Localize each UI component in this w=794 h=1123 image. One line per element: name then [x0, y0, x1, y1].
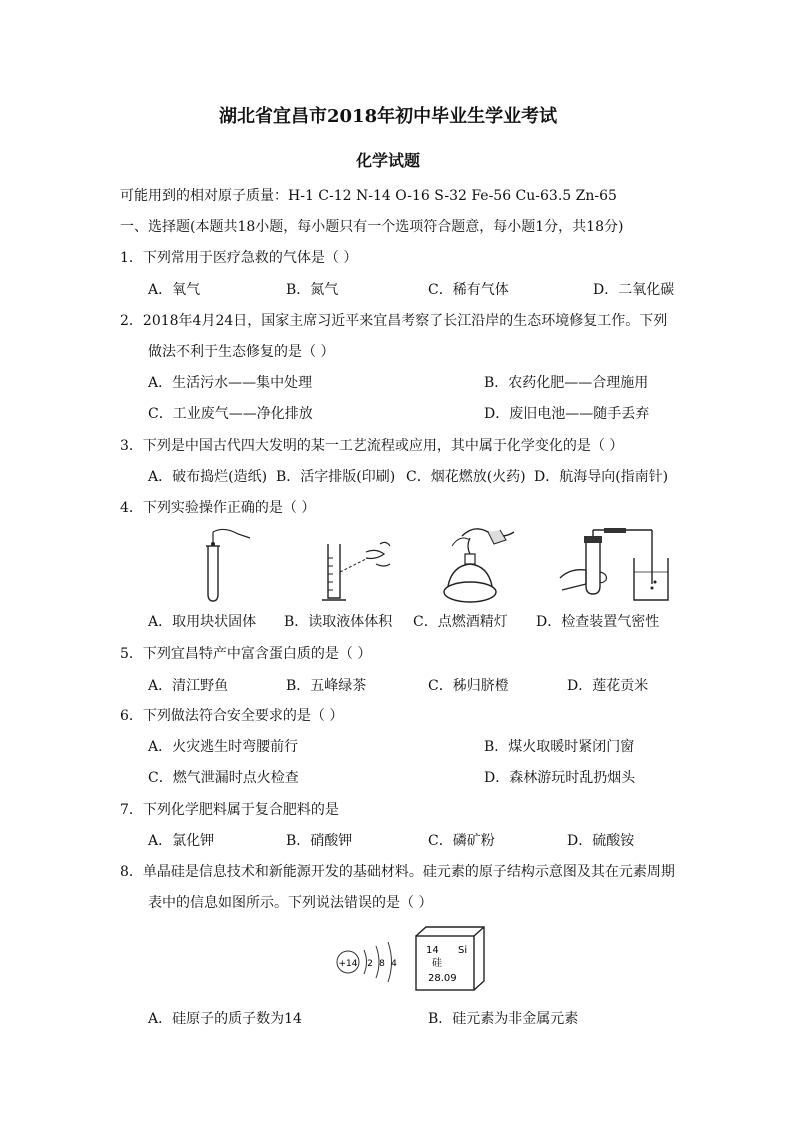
q8-option-a: A．硅原子的质子数为14: [148, 1011, 302, 1027]
question-4-stem: 4．下列实验操作正确的是（ ）: [120, 500, 316, 516]
q1-option-d: D．二氧化碳: [593, 282, 675, 298]
element-symbol: Si: [458, 945, 468, 956]
q3-option-c: C．烟花燃放(火药): [406, 469, 526, 485]
question-2-stem-line2: 做法不利于生态修复的是（ ）: [148, 344, 335, 360]
q3-option-b: B．活字排版(印刷): [276, 469, 396, 485]
q6-option-d: D．森林游玩时乱扔烟头: [484, 770, 636, 786]
q7-option-b: B．硝酸钾: [286, 833, 353, 849]
question-1-stem: 1．下列常用于医疗急救的气体是（ ）: [120, 250, 358, 266]
q1-option-a: A．氧气: [148, 282, 201, 298]
question-5-stem: 5．下列宜昌特产中富含蛋白质的是（ ）: [120, 646, 372, 662]
q4-option-d: D．检查装置气密性: [536, 614, 660, 630]
q7-option-c: C．磷矿粉: [428, 833, 495, 849]
shell-2-electrons: 8: [379, 959, 385, 969]
q6-option-b: B．煤火取暖时紧闭门窗: [484, 739, 635, 755]
q1-option-c: C．稀有气体: [428, 282, 509, 298]
graduated-cylinder-figure: [314, 538, 394, 606]
q5-option-b: B．五峰绿茶: [286, 678, 367, 694]
q2-option-c: C．工业废气——净化排放: [148, 406, 313, 422]
q7-option-a: A．氯化钾: [148, 833, 215, 849]
exam-title: 湖北省宜昌市2018年初中毕业生学业考试: [219, 106, 558, 127]
q6-option-a: A．火灾逃生时弯腰前行: [148, 739, 299, 755]
q5-option-d: D．莲花贡米: [567, 678, 649, 694]
q3-option-d: D．航海导向(指南针): [534, 469, 669, 485]
shell-3-electrons: 4: [391, 959, 397, 969]
q4-option-c: C．点燃酒精灯: [413, 614, 508, 630]
silicon-atom-diagram: [334, 940, 404, 986]
question-2-stem-line1: 2．2018年4月24日，国家主席习近平来宜昌考察了长江沿岸的生态环境修复工作。下列: [120, 313, 668, 329]
section-heading: 一、选择题(本题共18小题，每小题只有一个选项符合题意，每小题1分，共18分): [120, 219, 624, 235]
question-6-stem: 6．下列做法符合安全要求的是（ ）: [120, 708, 344, 724]
q2-option-d: D．废旧电池——随手丢弃: [484, 406, 650, 422]
q4-option-a: A．取用块状固体: [148, 614, 257, 630]
atomic-number: 14: [426, 945, 439, 956]
q7-option-d: D．硫酸铵: [567, 833, 635, 849]
q8-option-b: B．硅元素为非金属元素: [428, 1011, 579, 1027]
periodic-table-cell: [414, 926, 486, 992]
q2-option-b: B．农药化肥——合理施用: [484, 375, 649, 391]
element-name: 硅: [432, 958, 442, 969]
airtightness-check-figure: [556, 528, 676, 608]
nucleus-charge: +14: [338, 959, 358, 969]
atomic-mass-line: 可能用到的相对原子质量：H-1 C-12 N-14 O-16 S-32 Fe-56 Cu-63.5 Zn-65: [120, 188, 617, 204]
shell-1-electrons: 2: [367, 959, 373, 969]
q5-option-c: C．秭归脐橙: [428, 678, 509, 694]
alcohol-lamp-figure: [432, 526, 522, 606]
q1-option-b: B．氮气: [286, 282, 339, 298]
atomic-mass: 28.09: [428, 973, 457, 984]
question-3-stem: 3．下列是中国古代四大发明的某一工艺流程或应用，其中属于化学变化的是（ ）: [120, 438, 624, 454]
solid-reagent-figure: [190, 528, 260, 603]
q6-option-c: C．燃气泄漏时点火检查: [148, 770, 299, 786]
question-8-stem-line1: 8．单晶硅是信息技术和新能源开发的基础材料。硅元素的原子结构示意图及其在元素周期: [120, 864, 675, 880]
q5-option-a: A．清江野鱼: [148, 678, 229, 694]
question-8-stem-line2: 表中的信息如图所示。下列说法错误的是（ ）: [148, 895, 433, 911]
exam-subtitle: 化学试题: [356, 151, 421, 170]
q2-option-a: A．生活污水——集中处理: [148, 375, 313, 391]
question-7-stem: 7．下列化学肥料属于复合肥料的是: [120, 802, 339, 818]
q3-option-a: A．破布捣烂(造纸): [148, 469, 268, 485]
q4-option-b: B．读取液体体积: [284, 614, 393, 630]
